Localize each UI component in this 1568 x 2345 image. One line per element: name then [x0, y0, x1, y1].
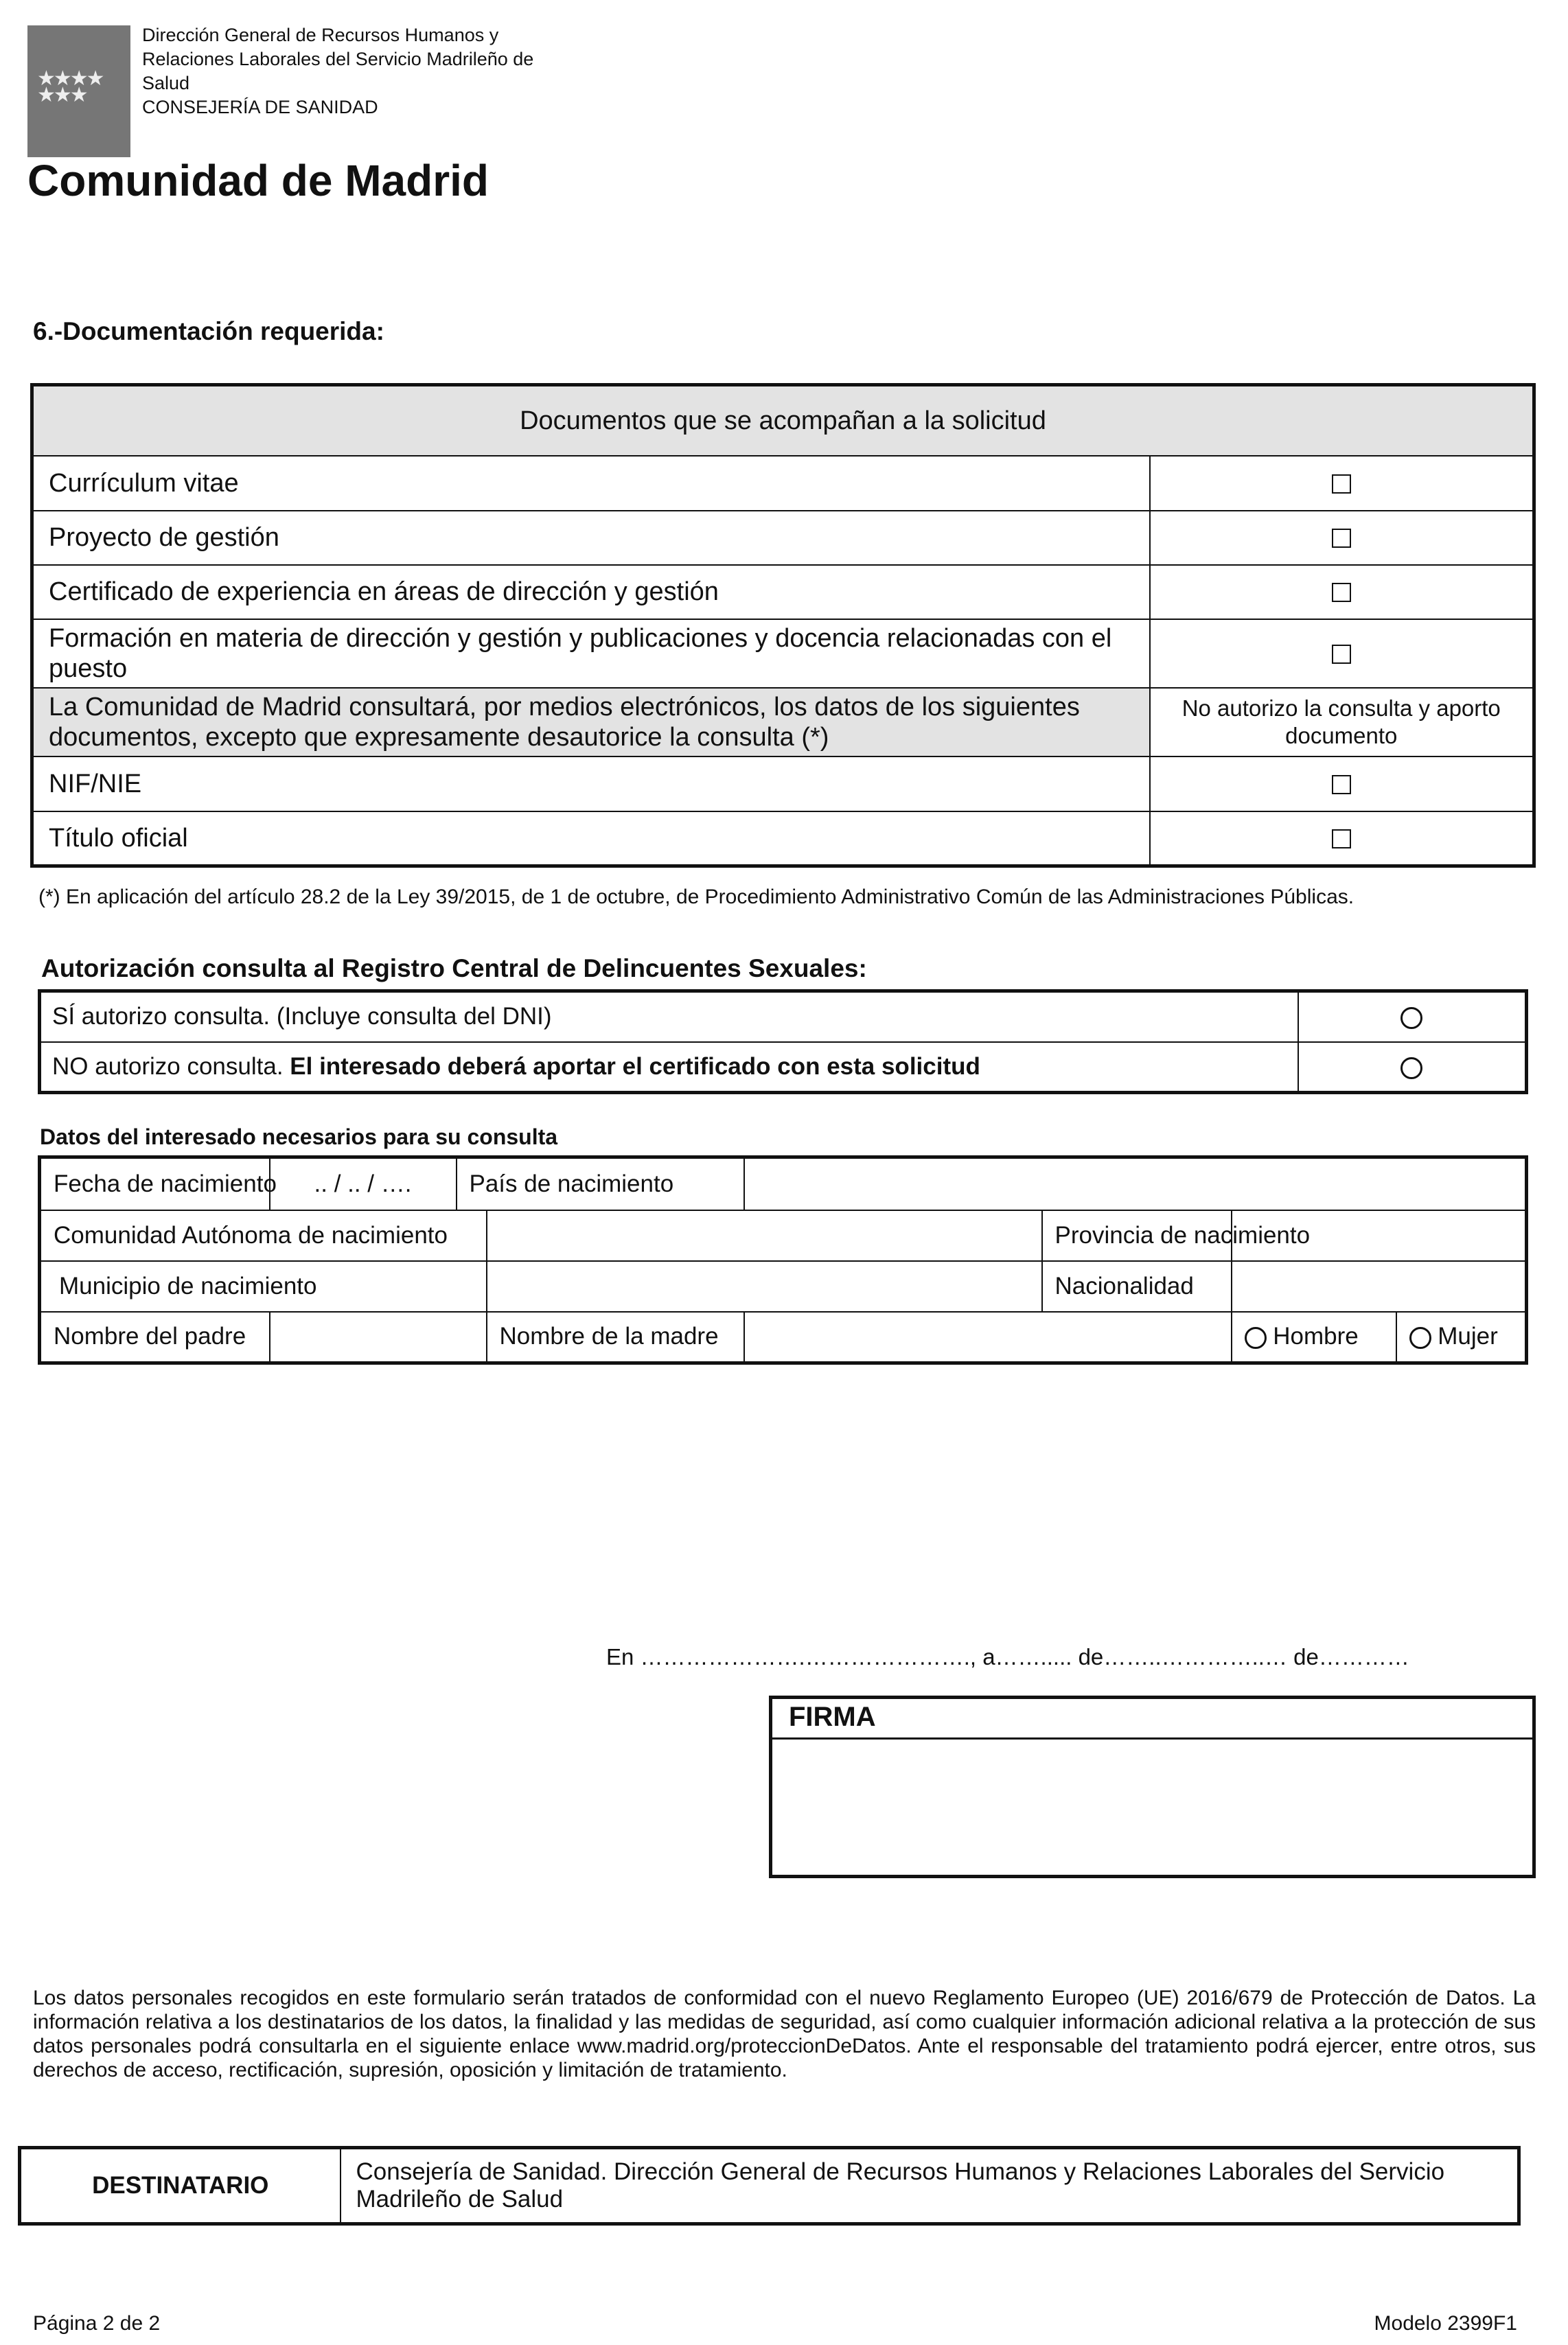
- municipio-input[interactable]: [487, 1261, 1042, 1312]
- org-line: Relaciones Laborales del Servicio Madrileño de: [142, 49, 534, 69]
- datos-table: [38, 1155, 1528, 1365]
- authorize-no-label: [40, 1042, 1298, 1093]
- destinatario-table: [18, 2146, 1521, 2226]
- provincia-label: Provincia de nacimiento: [1042, 1210, 1232, 1261]
- privacy-link[interactable]: www.madrid.org/proteccionDeDatos: [577, 2035, 906, 2057]
- nacionalidad-input[interactable]: [1232, 1261, 1527, 1312]
- privacy-text: Los datos personales recogidos en este formulario serán tratados de conformidad con el nuevo Reglamento Europeo (UE) 2016/679 de Protección de Datos. La información relativa a los destinatarios de los datos, la finalidad y las medidas de seguridad, así como cualquier información adicional relativa a la protección de sus datos personales podrá consultarla en el siguiente enlace: [33, 1987, 1536, 2057]
- consult-note: La Comunidad de Madrid consultará, por medios electrónicos, los datos de los siguientes documentos, excepto que expresamente desautorice la consulta (*): [32, 688, 1150, 756]
- section-title: 6.-Documentación requerida:: [33, 317, 384, 345]
- consult-column-header: No autorizo la consulta y aporto documento: [1150, 688, 1534, 756]
- destinatario-label: DESTINATARIO: [20, 2148, 341, 2224]
- destinatario-value: Consejería de Sanidad. Dirección General de Recursos Humanos y Relaciones Laborales del Servicio Madrileño de Salud: [341, 2148, 1519, 2224]
- registro-table: [38, 989, 1528, 1094]
- org-header: [142, 23, 533, 119]
- signature-label: FIRMA: [772, 1699, 1532, 1740]
- checkbox[interactable]: [1332, 583, 1351, 602]
- doc-label: Formación en materia de dirección y gestión y publicaciones y docencia relacionadas con el puesto: [32, 619, 1150, 688]
- mujer-label: Mujer: [1438, 1323, 1498, 1350]
- checkbox[interactable]: [1332, 529, 1351, 548]
- madre-label: Nombre de la madre: [487, 1312, 744, 1363]
- signature-box[interactable]: [769, 1696, 1536, 1878]
- doc-label: Título oficial: [32, 811, 1150, 866]
- doc-label: Currículum vitae: [32, 456, 1150, 511]
- pais-label: País de nacimiento: [469, 1170, 674, 1197]
- checkbox[interactable]: [1332, 775, 1351, 794]
- municipio-label: Municipio de nacimiento: [40, 1261, 487, 1312]
- fecha-input[interactable]: .. / .. / ….: [270, 1159, 457, 1210]
- table-header: Documentos que se acompañan a la solicitud: [32, 385, 1534, 456]
- checkbox[interactable]: [1332, 474, 1351, 494]
- doc-label: Certificado de experiencia en áreas de dirección y gestión: [32, 565, 1150, 619]
- documents-table: [30, 383, 1536, 868]
- place-date-line[interactable]: En ………………….…………………., a……..... de……..…………..… de…………: [606, 1644, 1409, 1670]
- padre-label: Nombre del padre: [40, 1312, 270, 1363]
- nacionalidad-label: Nacionalidad: [1042, 1261, 1232, 1312]
- comunidad-input[interactable]: [487, 1210, 1042, 1261]
- footnote: (*) En aplicación del artículo 28.2 de la Ley 39/2015, de 1 de octubre, de Procedimiento Administrativo Común de las Administraciones Públicas.: [38, 886, 1354, 908]
- org-line: Salud: [142, 73, 190, 93]
- comunidad-label: Comunidad Autónoma de nacimiento: [40, 1210, 487, 1261]
- fecha-label: Fecha de nacimiento: [40, 1157, 270, 1211]
- doc-label: NIF/NIE: [32, 756, 1150, 811]
- datos-title: Datos del interesado necesarios para su consulta: [40, 1124, 558, 1149]
- page-number: Página 2 de 2: [33, 2312, 161, 2335]
- comunidad-madrid-logo: [27, 25, 130, 157]
- checkbox[interactable]: [1332, 829, 1351, 848]
- org-line: Dirección General de Recursos Humanos y: [142, 25, 499, 45]
- madre-input[interactable]: [744, 1312, 1232, 1363]
- stars-icon: ★★★★ ★★★: [37, 67, 103, 106]
- authorize-yes-label: SÍ autorizo consulta. (Incluye consulta del DNI): [40, 991, 1298, 1042]
- authorize-no-radio[interactable]: [1400, 1057, 1422, 1079]
- no-bold-text: El interesado deberá aportar el certificado con esta solicitud: [290, 1052, 980, 1080]
- no-text: NO autorizo consulta.: [52, 1052, 290, 1080]
- brand-title: Comunidad de Madrid: [27, 156, 489, 205]
- privacy-notice: [33, 1986, 1536, 2082]
- pais-input[interactable]: [744, 1157, 1527, 1211]
- hombre-label: Hombre: [1273, 1323, 1359, 1350]
- mujer-option[interactable]: [1396, 1312, 1527, 1363]
- hombre-radio[interactable]: [1245, 1327, 1267, 1349]
- checkbox[interactable]: [1332, 645, 1351, 664]
- model-number: Modelo 2399F1: [1374, 2312, 1517, 2335]
- doc-label: Proyecto de gestión: [32, 511, 1150, 565]
- org-line: CONSEJERÍA DE SANIDAD: [142, 97, 378, 117]
- mujer-radio[interactable]: [1409, 1327, 1431, 1349]
- privacy-text: . Ante el responsable del tratamiento podrá ejercer, entre otros, sus derechos de acceso, rectificación, supresión, oposición y limitación de tratamiento.: [33, 2035, 1536, 2081]
- authorize-yes-radio[interactable]: [1400, 1007, 1422, 1029]
- hombre-option[interactable]: [1232, 1312, 1396, 1363]
- padre-input[interactable]: [270, 1312, 487, 1363]
- registro-title: Autorización consulta al Registro Central de Delincuentes Sexuales:: [41, 954, 867, 982]
